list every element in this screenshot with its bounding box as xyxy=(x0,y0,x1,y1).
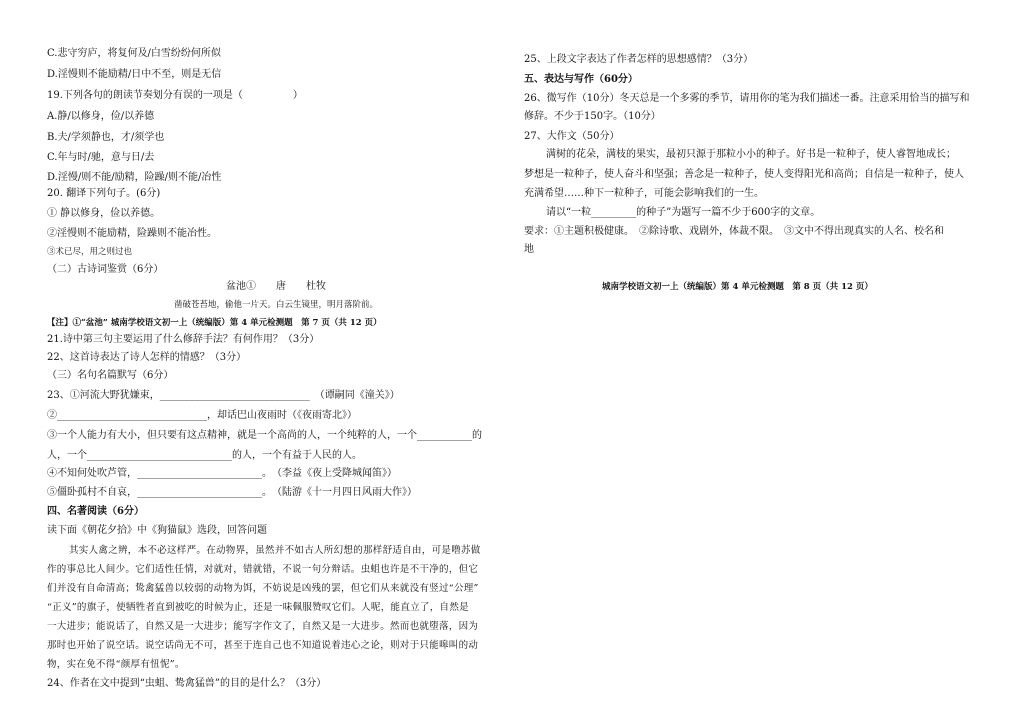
passage-line-4: “正义”的旗子，使牺牲者直到被吃的时候为止，还是一味佩服赞叹它们。人呢，能直立了，自然是 xyxy=(47,602,469,613)
question-23-3: ③一个人能力有大小，但只要有这点精神，就是一个高尚的人，一个纯粹的人，一个___________的 xyxy=(47,430,482,441)
passage-line-2: 作的事总比人间少。它们适性任情，对就对，错就错，不说一句分辩话。虫蛆也许是不干净的，但它 xyxy=(47,564,479,575)
question-19: 19.下列各句的朗读节奏划分有误的一项是（ ） xyxy=(47,90,303,101)
question-25: 25、上段文字表达了作者怎样的思想感情？（3分） xyxy=(524,54,754,65)
reading-intro: 读下面《朝花夕拾》中《狗猫鼠》选段，回答问题 xyxy=(47,525,267,536)
question-23-2: ②______________________________，却话巴山夜雨时（《夜雨寄北》） xyxy=(47,410,357,421)
passage-line-6: 那时也开始了说空话。说空话尚无不可，甚至于连自己也不知道说着违心之论，则对于只能嗥叫的动 xyxy=(47,640,479,651)
option-c-line: C.悲守穷庐，将复何及/白雪纷纷何所似 xyxy=(47,48,221,59)
passage-line-3: 们并没有自命清高；鸷禽猛兽以较弱的动物为饵，不妨说是凶残的罢，但它们从来就没有竖过“公理” xyxy=(47,583,479,594)
passage-line-5: 一大进步；能说话了，自然又是一大进步；能写字作文了，自然又是一大进步。然而也就堕落，因为 xyxy=(47,621,479,632)
essay-prompt-line-1: 满树的花朵，满枝的果实，最初只源于那粒小小的种子。好书是一粒种子，使人睿智地成长； xyxy=(546,149,956,160)
q20-item-1: ① 静以修身，俭以养德。 xyxy=(47,208,161,219)
essay-requirements: 要求：①主题积极健康。 ②除诗歌、戏剧外，体裁不限。 ③文中不得出现真实的人名、校名和 xyxy=(524,226,944,237)
question-20: 20. 翻译下列句子。(6分) xyxy=(47,188,161,199)
question-27: 27、大作文（50分） xyxy=(524,131,620,142)
q19-option-b: B.夫/学须静也，才/须学也 xyxy=(47,132,165,143)
note-and-page-footer: 【注】①“盆池” 城南学校语文初一上（统编版）第 4 单元检测题 第 7 页（共 12 页） xyxy=(47,318,382,328)
section-poetry-heading: （二）古诗词鉴赏（6分） xyxy=(47,264,164,275)
essay-prompt-line-3: 充满希望……种下一粒种子，可能会影响我们的一生。 xyxy=(524,188,764,199)
section-recitation-heading: （三）名句名篇默写（6分） xyxy=(47,370,174,381)
section-classics-heading: 四、名著阅读（6分） xyxy=(47,506,144,517)
essay-requirements-cont: 地 xyxy=(524,244,534,255)
q19-option-d: D.淫慢/则不能/励精，险躁/则不能/冶性 xyxy=(47,172,222,183)
q19-option-a: A.静/以修身，俭/以养德 xyxy=(47,111,155,122)
essay-prompt-line-2: 梦想是一粒种子，使人奋斗和坚强；善念是一粒种子，使人变得阳光和高尚；自信是一粒种子，使人 xyxy=(524,169,964,180)
question-23-4: ④不知何处吹芦管，_________________________。 （李益《夜上受降城闻笛》） xyxy=(47,468,397,479)
passage-line-1: 其实人禽之辨，本不必这样严。在动物界，虽然并不如古人所幻想的那样舒适自由，可是噜苏做 xyxy=(69,545,481,556)
question-21: 21.诗中第三句主要运用了什么修辞手法？有何作用？（3分） xyxy=(47,334,320,345)
question-26: 26、微写作（10分）冬天总是一个多雾的季节，请用你的笔为我们描述一番。注意采用恰当的描写和 xyxy=(524,93,970,104)
question-23-1: 23、①河流大野犹嫌束，______________________________ （谭嗣同《潼关》） xyxy=(47,390,400,401)
option-d-line: D.淫慢则不能励精/日中不至，则是无信 xyxy=(47,69,222,80)
question-26-cont: 修辞。不少于150字。（10分） xyxy=(524,111,661,122)
essay-title-instruction: 请以“一粒_________的种子”为题写一篇不少于600字的文章。 xyxy=(546,207,821,218)
question-23-5: ⑤僵卧孤村不自哀，_________________________。 （陆游《十一月四日风雨大作》） xyxy=(47,487,417,498)
question-22: 22、这首诗表达了诗人怎样的情感？（3分） xyxy=(47,352,247,363)
q20-item-3: ③术已尽，用之则过也 xyxy=(47,247,133,257)
passage-line-7: 物，实在免不得“颜厚有忸怩”。 xyxy=(47,659,185,670)
q19-option-c: C.年与时/驰，意与日/去 xyxy=(47,152,155,163)
poem-text: 凿破苍苔地，偷他一片天。白云生镜里，明月落阶前。 xyxy=(173,300,378,310)
question-24: 24、作者在文中提到“虫蛆、鸷禽猛兽”的目的是什么？（3分） xyxy=(47,678,327,689)
page-footer-right: 城南学校语文初一上（统编版）第 4 单元检测题 第 8 页（共 12 页） xyxy=(602,282,873,292)
question-23-3-cont: 人，一个_____________________________的人，一个有益于人民的人。 xyxy=(47,450,362,461)
q20-item-2: ②淫慢则不能励精，险躁则不能冶性。 xyxy=(47,228,217,239)
poem-title: 盆池① 唐 杜牧 xyxy=(226,281,326,292)
section-writing-heading: 五、表达与写作（60分） xyxy=(524,74,638,85)
